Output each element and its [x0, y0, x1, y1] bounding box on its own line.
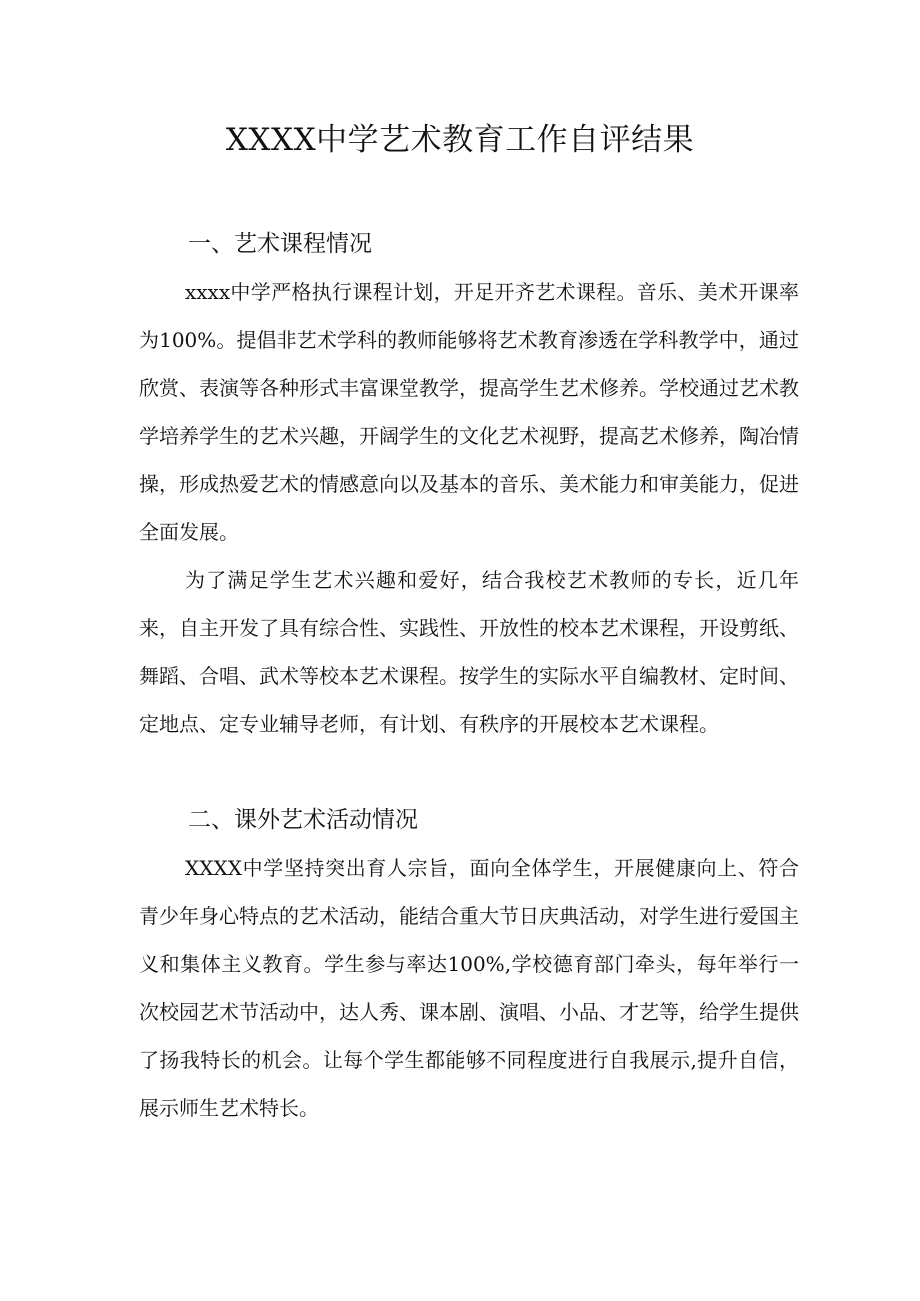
section-heading-extracurricular: 二、课外艺术活动情况	[188, 807, 418, 833]
paragraph-art-courses-2: 为了满足学生艺术兴趣和爱好，结合我校艺术教师的专长，近几年来，自主开发了具有综合性、实践性、开放性的校本艺术课程，开设剪纸、舞蹈、合唱、武术等校本艺术课程。按学生的实际水平自编教材、定时间、定地点、定专业辅导老师，有计划、有秩序的开展校本艺术课程。	[139, 568, 799, 736]
document-title: XXXX中学艺术教育工作自评结果	[225, 122, 695, 158]
section-heading-art-courses: 一、艺术课程情况	[188, 231, 372, 257]
paragraph-extracurricular-1: XXXX中学坚持突出育人宗旨，面向全体学生，开展健康向上、符合青少年身心特点的艺术活动，能结合重大节日庆典活动，对学生进行爱国主义和集体主义教育。学生参与率达100%,学校德育部门牵头，每年举行一次校园艺术节活动中，达人秀、课本剧、演唱、小品、才艺等，给学生提供了扬我特长的机会。让每个学生都能够不同程度进行自我展示,提升自信，展示师生艺术特长。	[139, 856, 799, 1120]
paragraph-art-courses-1: xxxx中学严格执行课程计划，开足开齐艺术课程。音乐、美术开课率为100%。提倡非艺术学科的教师能够将艺术教育渗透在学科教学中，通过欣赏、表演等各种形式丰富课堂教学，提高学生艺术修养。学校通过艺术教学培养学生的艺术兴趣，开阔学生的文化艺术视野，提高艺术修养，陶冶情操，形成热爱艺术的情感意向以及基本的音乐、美术能力和审美能力，促进全面发展。	[139, 280, 799, 544]
